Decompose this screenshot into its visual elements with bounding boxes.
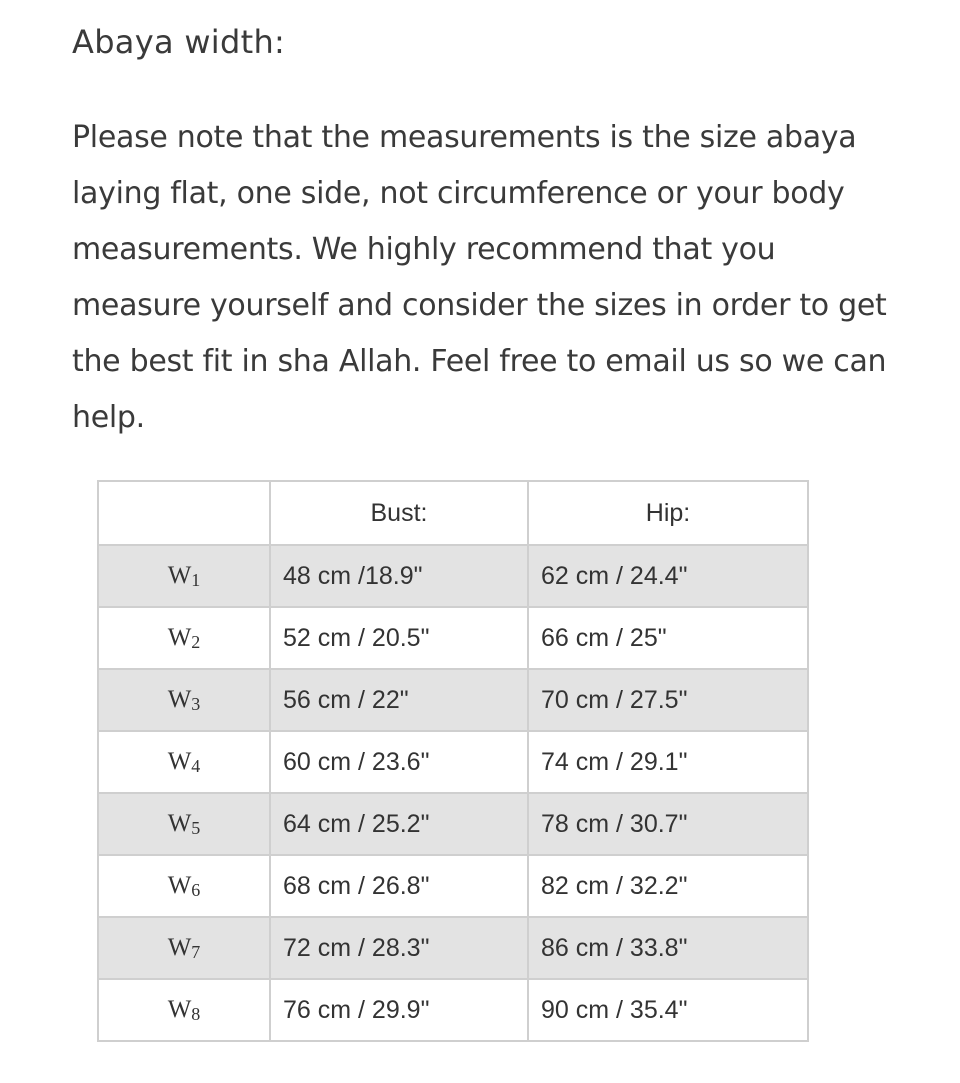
size-label: W5 — [98, 793, 270, 855]
size-label: W7 — [98, 917, 270, 979]
hip-value: 62 cm / 24.4" — [528, 545, 808, 607]
hip-value: 74 cm / 29.1" — [528, 731, 808, 793]
size-chart-image — [97, 480, 809, 1042]
table-row — [98, 855, 808, 917]
size-label: W1 — [98, 545, 270, 607]
measurement-note: Please note that the measurements is the size abaya laying flat, one side, not circumference or your body measurements. We highly recommend that you measure yourself and consider the sizes in order to get the best fit in sha Allah. Feel free to email us so we can help. — [72, 120, 887, 435]
header-size — [98, 481, 270, 545]
bust-value: 68 cm / 26.8" — [270, 855, 528, 917]
bust-value: 76 cm / 29.9" — [270, 979, 528, 1041]
article-content — [72, 18, 892, 446]
table-row — [98, 607, 808, 669]
table-header-row — [98, 481, 808, 545]
table-row — [98, 979, 808, 1041]
size-label: W6 — [98, 855, 270, 917]
size-label: W3 — [98, 669, 270, 731]
table-row — [98, 545, 808, 607]
hip-value: 82 cm / 32.2" — [528, 855, 808, 917]
hip-value: 90 cm / 35.4" — [528, 979, 808, 1041]
size-label: W8 — [98, 979, 270, 1041]
hip-value: 78 cm / 30.7" — [528, 793, 808, 855]
table-row — [98, 917, 808, 979]
hip-value: 70 cm / 27.5" — [528, 669, 808, 731]
bust-value: 64 cm / 25.2" — [270, 793, 528, 855]
table-row — [98, 669, 808, 731]
size-table — [97, 480, 809, 1042]
hip-value: 66 cm / 25" — [528, 607, 808, 669]
bust-value: 60 cm / 23.6" — [270, 731, 528, 793]
size-label: W4 — [98, 731, 270, 793]
header-hip: Hip: — [528, 481, 808, 545]
size-label: W2 — [98, 607, 270, 669]
bust-value: 52 cm / 20.5" — [270, 607, 528, 669]
table-row — [98, 793, 808, 855]
bust-value: 72 cm / 28.3" — [270, 917, 528, 979]
bust-value: 48 cm /18.9" — [270, 545, 528, 607]
hip-value: 86 cm / 33.8" — [528, 917, 808, 979]
section-heading: Abaya width: — [72, 23, 286, 61]
table-row — [98, 731, 808, 793]
bust-value: 56 cm / 22" — [270, 669, 528, 731]
header-bust: Bust: — [270, 481, 528, 545]
